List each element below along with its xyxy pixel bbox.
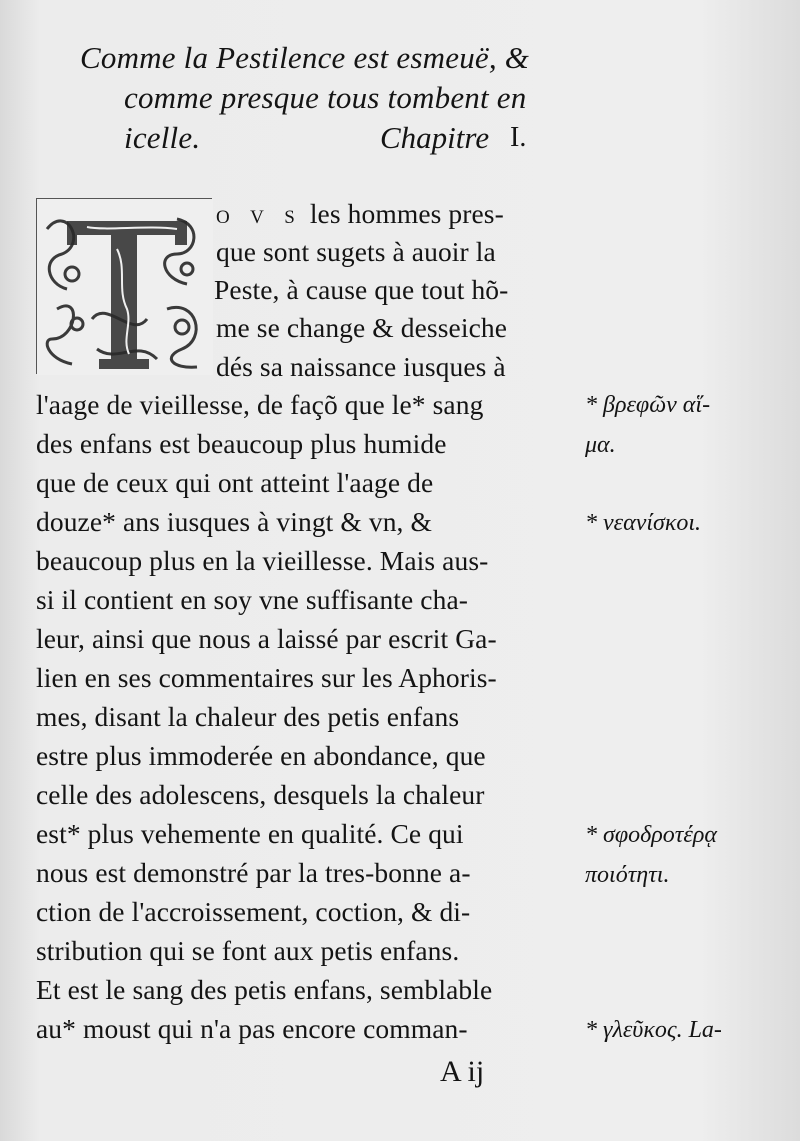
body-line-4: me se change & desseiche xyxy=(216,312,508,343)
signature-mark: A ij xyxy=(440,1055,485,1088)
body-line-17: est* plus vehemente en qualité. Ce qui xyxy=(36,818,464,849)
margin-note-1b: μα. xyxy=(585,432,616,458)
body-line-2: que sont sugets à auoir la xyxy=(216,236,496,267)
body-line-20: stribution qui se font aux petis enfans. xyxy=(36,935,460,966)
body-line-15: estre plus immoderée en abondance, que xyxy=(36,740,486,771)
margin-note-3b: ποιότητι. xyxy=(585,862,670,888)
chapter-label: Chapitre xyxy=(380,120,490,155)
body-line-18: nous est demonstré par la tres-bonne a- xyxy=(36,857,471,888)
title-line-2: comme presque tous tombent en xyxy=(124,80,527,115)
ornament-icon xyxy=(37,199,213,375)
margin-note-2: * νεανίσκοι. xyxy=(585,510,702,536)
chapter-number: I. xyxy=(510,122,527,153)
title-line-3: icelle. xyxy=(124,120,201,155)
body-line-13: lien en ses commentaires sur les Aphoris- xyxy=(36,662,497,693)
drop-cap-ornament xyxy=(36,198,212,374)
body-line-1 xyxy=(216,198,504,230)
body-line-6: l'aage de vieillesse, de façõ que le* sang xyxy=(36,389,484,420)
body-line-7: des enfans est beaucoup plus humide xyxy=(36,428,447,459)
body-line-19: ction de l'accroissement, coction, & di- xyxy=(36,896,471,927)
body-line-16: celle des adolescens, desquels la chaleur xyxy=(36,779,485,810)
drop-cap-letter: T xyxy=(124,327,126,328)
body-line-8: que de ceux qui ont atteint l'aage de xyxy=(36,467,434,498)
title-line-1: Comme la Pestilence est esmeuë, & xyxy=(80,40,530,75)
body-line-14: mes, disant la chaleur des petis enfans xyxy=(36,701,460,732)
body-line-11: si il contient en soy vne suffisante cha- xyxy=(36,584,469,615)
body-line-21: Et est le sang des petis enfans, semblable xyxy=(36,974,493,1005)
body-line-12: leur, ainsi que nous a laissé par escrit Ga- xyxy=(36,623,497,654)
body-line-5: dés sa naissance iusques à xyxy=(216,351,506,382)
body-line-22: au* moust qui n'a pas encore comman- xyxy=(36,1013,468,1044)
margin-note-3a: * σφοδροτέρᾳ xyxy=(585,822,717,848)
body-line-9: douze* ans iusques à vingt & vn, & xyxy=(36,506,432,537)
body-line-1-rest: les hommes pres- xyxy=(309,198,504,229)
margin-note-1a: * βρεφῶν αἵ- xyxy=(585,392,711,418)
margin-note-4: * γλεῦκος. La- xyxy=(585,1017,722,1043)
body-line-1-caps: O V S xyxy=(216,207,303,228)
body-line-3: Peste, à cause que tout hõ- xyxy=(214,274,509,305)
body-line-10: beaucoup plus en la vieillesse. Mais aus- xyxy=(36,545,489,576)
